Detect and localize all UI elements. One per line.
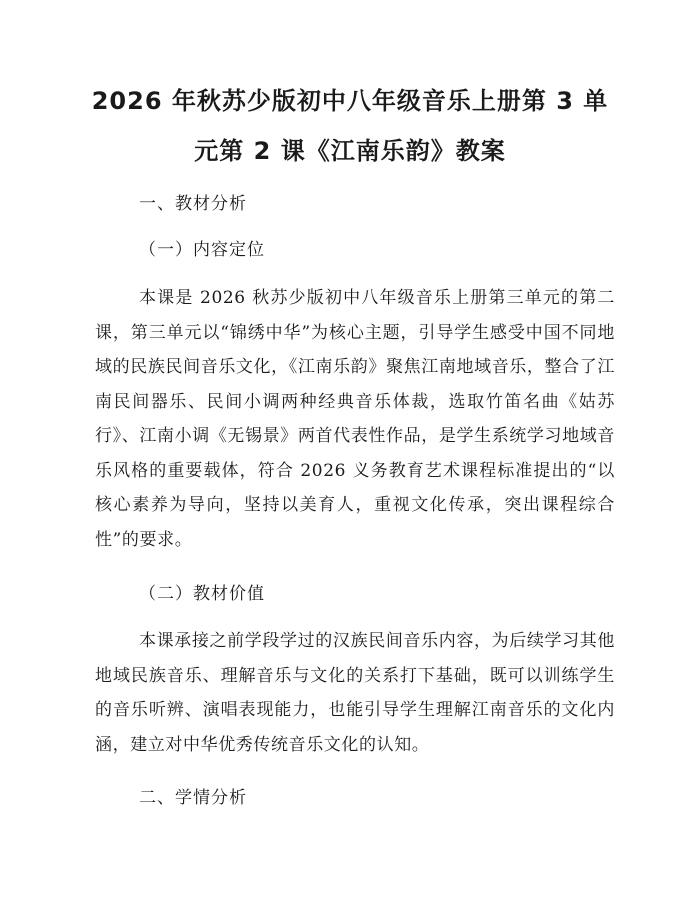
paragraph-content-positioning: 本课是 2026 秋苏少版初中八年级音乐上册第三单元的第二课，第三单元以“锦绣中华”为核心主题，引导学生感受中国不同地域的民族民间音乐文化，《江南乐韵》聚焦江南地域音乐，整合了江南民间器乐、民间小调两种经典音乐体裁，选取竹笛名曲《姑苏行》、江南小调《无锡景》两首代表性作品，是学生系统学习地域音乐风格的重要载体，符合 2026 义务教育艺术课程标准提出的“以核心素养为导向，坚持以美育人，重视文化传承，突出课程综合性”的要求。 — [95, 288, 615, 550]
section-heading-textbook-analysis: 一、教材分析 — [139, 194, 247, 214]
document-title-line-2: 元第 2 课《江南乐韵》教案 — [194, 137, 506, 165]
paragraph-textbook-value: 本课承接之前学段学过的汉族民间音乐内容，为后续学习其他地域民族音乐、理解音乐与文化的关系打下基础，既可以训练学生的音乐听辨、演唱表现能力，也能引导学生理解江南音乐的文化内涵，建立对中华优秀传统音乐文化的认知。 — [95, 631, 615, 755]
subsection-heading-content-positioning: （一）内容定位 — [139, 240, 265, 260]
subsection-heading-textbook-value: （二）教材价值 — [139, 584, 265, 604]
section-heading-learner-analysis: 二、学情分析 — [139, 788, 247, 808]
document-title-line-1: 2026 年秋苏少版初中八年级音乐上册第 3 单 — [91, 87, 609, 115]
